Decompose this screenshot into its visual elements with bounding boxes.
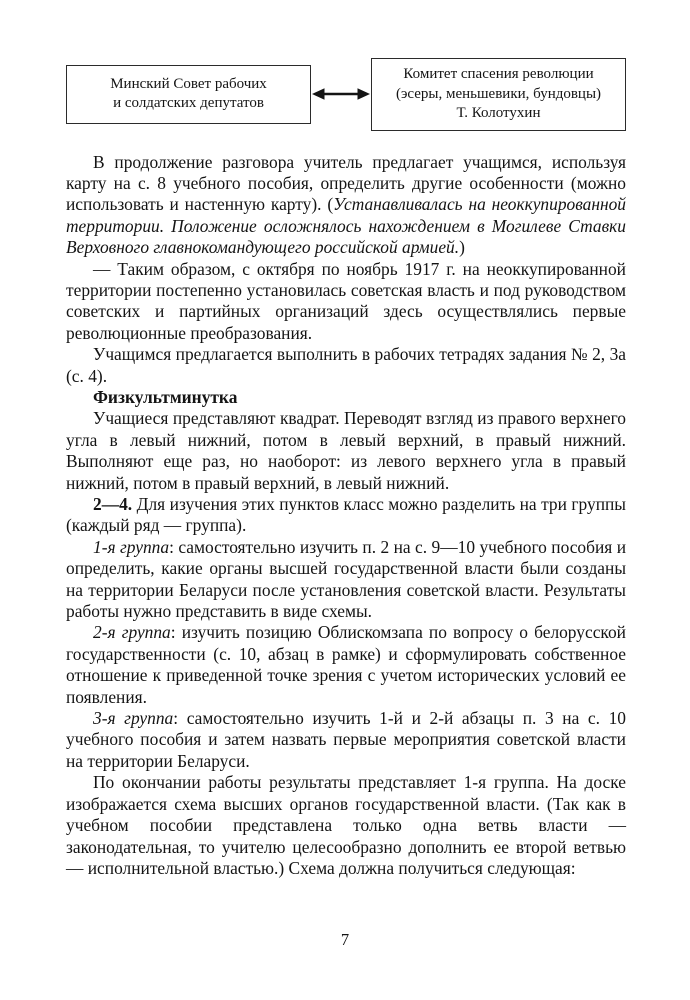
text-run: : изучить позицию Облискомзапа по вопросу о белорусской государственности (с. 10, абзац в рамке) и сформулировать собственное отношение к приведенной точке зрения с учетом исторических условий ее появления. <box>66 622 626 707</box>
paragraph <box>66 708 626 772</box>
text-run: Физкультминутка <box>93 386 238 407</box>
paragraph <box>66 772 626 879</box>
box-text-line: (эсеры, меньшевики, бундовцы) <box>395 85 602 102</box>
paragraph <box>66 494 626 537</box>
diagram-box-minsk-soviet <box>66 65 311 124</box>
text-run: 1-я группа <box>93 536 170 557</box>
text-run: В продолжение разговора учитель предлагает учащимся, используя карту на с. 8 учебного пособия, определить другие особенности (можно использовать и настенную карту). ( <box>66 151 626 215</box>
text-run: Устанавливалась на неоккупированной территории. Положение осложнялось нахождением в Могилеве Ставки Верховного главнокомандующего российской армией. <box>66 194 626 258</box>
box-text-line: Комитет спасения революции <box>403 66 594 82</box>
text-run: 3-я группа <box>93 708 174 729</box>
double-arrow-icon <box>311 87 371 101</box>
box-text-line: Т. Колотухин <box>456 105 541 121</box>
text-run: 2—4. <box>93 494 133 514</box>
diagram-box-salvation-committee <box>371 58 626 131</box>
text-run: — Таким образом, с октября по ноябрь 1917 г. на неоккупированной территории постепенно установилась советская власть и под руководством советских и партийных организаций здесь осуществлялись первые революционные преобразования. <box>66 258 626 343</box>
paragraph <box>66 152 626 259</box>
text-run: Учащимся предлагается выполнить в рабочих тетрадях задания № 2, 3а (с. 4). <box>66 344 626 386</box>
page-number: 7 <box>340 930 350 949</box>
box-text-line: Минский Совет рабочих <box>110 75 267 92</box>
text-run: ) <box>459 237 465 258</box>
text-run: : самостоятельно изучить п. 2 на с. 9—10 учебного пособия и определить, какие органы высшей государственной власти были созданы на территории Беларуси после установления советской власти. Результаты работы нужно представить в виде схемы. <box>66 536 626 622</box>
box-text-line: и солдатских депутатов <box>113 95 264 112</box>
text-run: : самостоятельно изучить 1-й и 2-й абзацы п. 3 на с. 10 учебного пособия и затем назвать первые мероприятия советской власти на территории Беларуси. <box>66 708 626 771</box>
text-run: Учащиеся представляют квадрат. Переводят взгляд из правого верхнего угла в левый нижний, потом в левый верхний, в правый нижний. Выполняют еще раз, но наоборот: из левого верхнего угла в правый нижний, потом в правый верхний, в левый нижний. <box>66 408 626 493</box>
text-run: 2-я группа <box>93 622 171 643</box>
text-run: Для изучения этих пунктов класс можно разделить на три группы (каждый ряд — группа). <box>66 494 626 536</box>
paragraph <box>66 537 626 623</box>
text-run: По окончании работы результаты представляет 1-я группа. На доске изображается схема высших органов государственной власти. (Так как в учебном пособии представлена только одна ветвь власти — законодательная, то учителю целесообразно дополнить ее второй ветвью — исполнительной властью.) Схема должна получиться следующая: <box>66 772 626 878</box>
paragraph <box>66 387 626 408</box>
document-body <box>66 152 626 880</box>
paragraph <box>66 344 626 387</box>
paragraph <box>66 259 626 345</box>
paragraph <box>66 622 626 708</box>
paragraph <box>66 408 626 494</box>
org-diagram <box>66 58 626 131</box>
